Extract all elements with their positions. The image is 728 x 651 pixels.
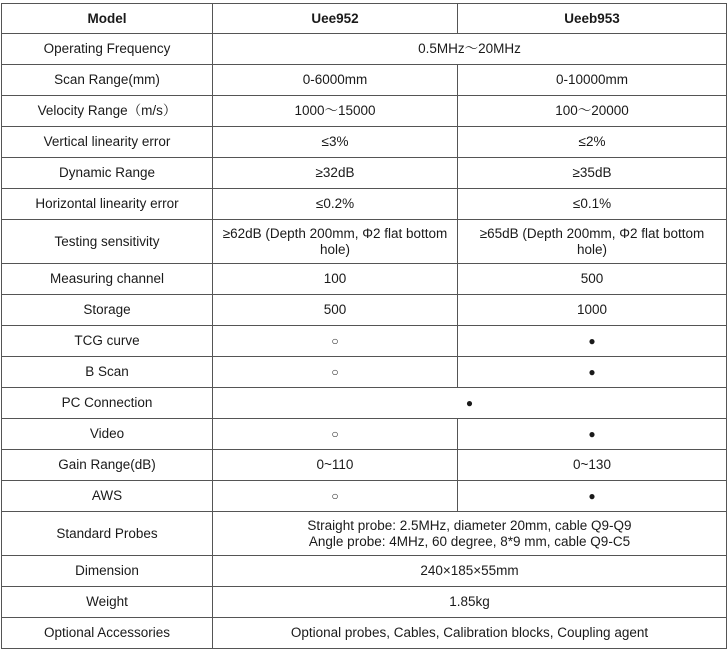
row-value-a: ○ [213, 326, 458, 357]
row-label: Operating Frequency [2, 34, 213, 65]
row-label: Optional Accessories [2, 618, 213, 649]
row-label: AWS [2, 481, 213, 512]
row-vertical-linearity-error [2, 127, 727, 158]
row-measuring-channel [2, 264, 727, 295]
row-label: Gain Range(dB) [2, 450, 213, 481]
row-scan-range [2, 65, 727, 96]
row-value-a: 0-6000mm [213, 65, 458, 96]
row-value-a: 500 [213, 295, 458, 326]
row-tcg-curve [2, 326, 727, 357]
row-dynamic-range [2, 158, 727, 189]
row-value-shared: Optional probes, Cables, Calibration blocks, Coupling agent [213, 618, 727, 649]
row-video [2, 419, 727, 450]
row-b-scan [2, 357, 727, 388]
row-value-a: ≥62dB (Depth 200mm, Φ2 flat bottom hole) [213, 220, 458, 264]
row-gain-range [2, 450, 727, 481]
row-value-shared: 240×185×55mm [213, 556, 727, 587]
row-label: Video [2, 419, 213, 450]
row-optional-accessories [2, 618, 727, 649]
row-label: B Scan [2, 357, 213, 388]
standard-probes-line-1: Straight probe: 2.5MHz, diameter 20mm, cable Q9-Q9 [307, 517, 632, 533]
row-label: Scan Range(mm) [2, 65, 213, 96]
row-value-shared: ● [213, 388, 727, 419]
row-storage [2, 295, 727, 326]
table-header-row [2, 4, 727, 34]
row-value-shared [213, 512, 727, 556]
row-value-b: ≤0.1% [458, 189, 727, 220]
row-weight [2, 587, 727, 618]
header-model-b: Ueeb953 [458, 4, 727, 34]
row-dimension [2, 556, 727, 587]
row-value-shared: 1.85kg [213, 587, 727, 618]
row-label: Measuring channel [2, 264, 213, 295]
row-aws [2, 481, 727, 512]
row-value-a: ○ [213, 481, 458, 512]
row-value-b: ● [458, 419, 727, 450]
row-label: TCG curve [2, 326, 213, 357]
row-velocity-range [2, 96, 727, 127]
row-operating-frequency [2, 34, 727, 65]
header-model-label: Model [2, 4, 213, 34]
row-value-b: ≤2% [458, 127, 727, 158]
row-label: PC Connection [2, 388, 213, 419]
row-value-a: ≤3% [213, 127, 458, 158]
row-value-a: ≥32dB [213, 158, 458, 189]
row-value-a: 1000～15000 [213, 96, 458, 127]
row-value-b: ≥35dB [458, 158, 727, 189]
row-label: Testing sensitivity [2, 220, 213, 264]
row-value-b: 500 [458, 264, 727, 295]
row-value-b: ● [458, 481, 727, 512]
row-value-a: ○ [213, 357, 458, 388]
row-value-b: 1000 [458, 295, 727, 326]
row-testing-sensitivity [2, 220, 727, 264]
row-value-a: ≤0.2% [213, 189, 458, 220]
row-value-a: 0~110 [213, 450, 458, 481]
row-value-b: 0-10000mm [458, 65, 727, 96]
row-value-shared: 0.5MHz～20MHz [213, 34, 727, 65]
row-value-b: 100～20000 [458, 96, 727, 127]
row-standard-probes [2, 512, 727, 556]
row-value-b: ● [458, 357, 727, 388]
row-value-a: 100 [213, 264, 458, 295]
spec-comparison-table [1, 3, 727, 649]
standard-probes-line-2: Angle probe: 4MHz, 60 degree, 8*9 mm, cable Q9-C5 [308, 533, 631, 549]
row-value-b: ● [458, 326, 727, 357]
row-label: Vertical linearity error [2, 127, 213, 158]
row-horizontal-linearity-error [2, 189, 727, 220]
row-label: Standard Probes [2, 512, 213, 556]
row-label: Weight [2, 587, 213, 618]
row-value-b: 0~130 [458, 450, 727, 481]
row-value-a: ○ [213, 419, 458, 450]
row-label: Storage [2, 295, 213, 326]
row-label: Dynamic Range [2, 158, 213, 189]
row-label: Dimension [2, 556, 213, 587]
row-value-b: ≥65dB (Depth 200mm, Φ2 flat bottom hole) [458, 220, 727, 264]
header-model-a: Uee952 [213, 4, 458, 34]
row-label: Horizontal linearity error [2, 189, 213, 220]
row-label: Velocity Range（m/s） [2, 96, 213, 127]
row-pc-connection [2, 388, 727, 419]
